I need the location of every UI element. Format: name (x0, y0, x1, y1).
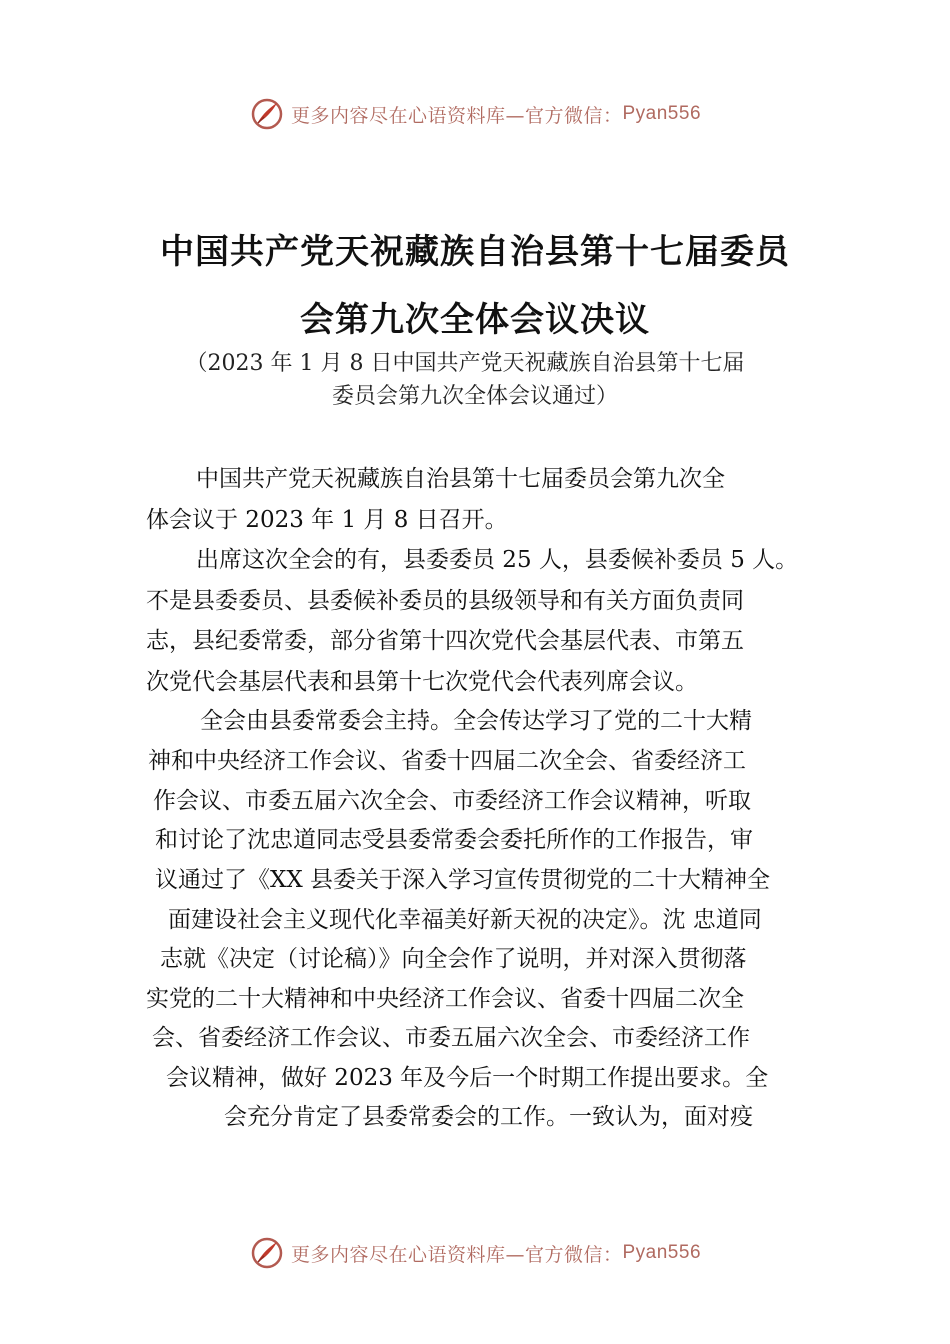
quill-logo-icon (249, 1235, 285, 1271)
document-title-line-1: 中国共产党天祝藏族自治县第十七届委员 (160, 232, 790, 272)
subtitle-line-1: （2023 年 1 月 8 日中国共产党天祝藏族自治县第十七届 (185, 351, 745, 376)
body-line: 会充分肯定了县委常委会的工作。一致认为，面对疫 (224, 1104, 753, 1130)
watermark-id: Pyan556 (622, 103, 702, 124)
body-line: 神和中央经济工作会议、省委十四届二次全会、省委经济工 (148, 748, 746, 774)
quill-logo-icon (249, 96, 285, 132)
watermark-text: 更多内容尽在心语资料库—官方微信： (290, 104, 623, 127)
footer-watermark (0, 1235, 950, 1271)
body-line: 次党代会基层代表和县第十七次党代会代表列席会议。 (146, 669, 698, 695)
watermark-id: Pyan556 (622, 1242, 702, 1263)
body-line: 出席这次全会的有，县委委员 25 人，县委候补委员 5 人。 (196, 547, 799, 573)
subtitle-line-2: 委员会第九次全体会议通过） (331, 384, 618, 409)
body-line: 议通过了《XX 县委关于深入学习宣传贯彻党的二十大精神全 (155, 867, 771, 893)
body-line: 志就《决定（讨论稿）》向全会作了说明，并对深入贯彻落 (160, 946, 747, 972)
header-watermark (0, 96, 950, 132)
body-line: 中国共产党天祝藏族自治县第十七届委员会第九次全 (196, 466, 725, 492)
body-line: 全会由县委常委会主持。全会传达学习了党的二十大精 (200, 708, 752, 734)
body-line: 会议精神，做好 2023 年及今后一个时期工作提出要求。全 (166, 1065, 769, 1091)
watermark-text: 更多内容尽在心语资料库—官方微信： (290, 1243, 623, 1266)
body-line: 志，县纪委常委，部分省第十四次党代会基层代表、市第五 (146, 628, 744, 654)
body-line: 和讨论了沈忠道同志受县委常委会委托所作的工作报告，审 (155, 827, 753, 853)
body-line: 会、省委经济工作会议、市委五届六次全会、市委经济工作 (152, 1025, 750, 1051)
body-line: 作会议、市委五届六次全会、市委经济工作会议精神，听取 (153, 788, 751, 814)
body-line: 面建设社会主义现代化幸福美好新天祝的决定》。沈 忠道同 (168, 907, 762, 933)
body-line: 实党的二十大精神和中央经济工作会议、省委十四届二次全 (146, 986, 744, 1012)
document-title-line-2: 会第九次全体会议决议 (300, 300, 650, 340)
body-line: 不是县委委员、县委候补委员的县级领导和有关方面负责同 (146, 588, 744, 614)
body-line: 体会议于 2023 年 1 月 8 日召开。 (146, 507, 508, 533)
